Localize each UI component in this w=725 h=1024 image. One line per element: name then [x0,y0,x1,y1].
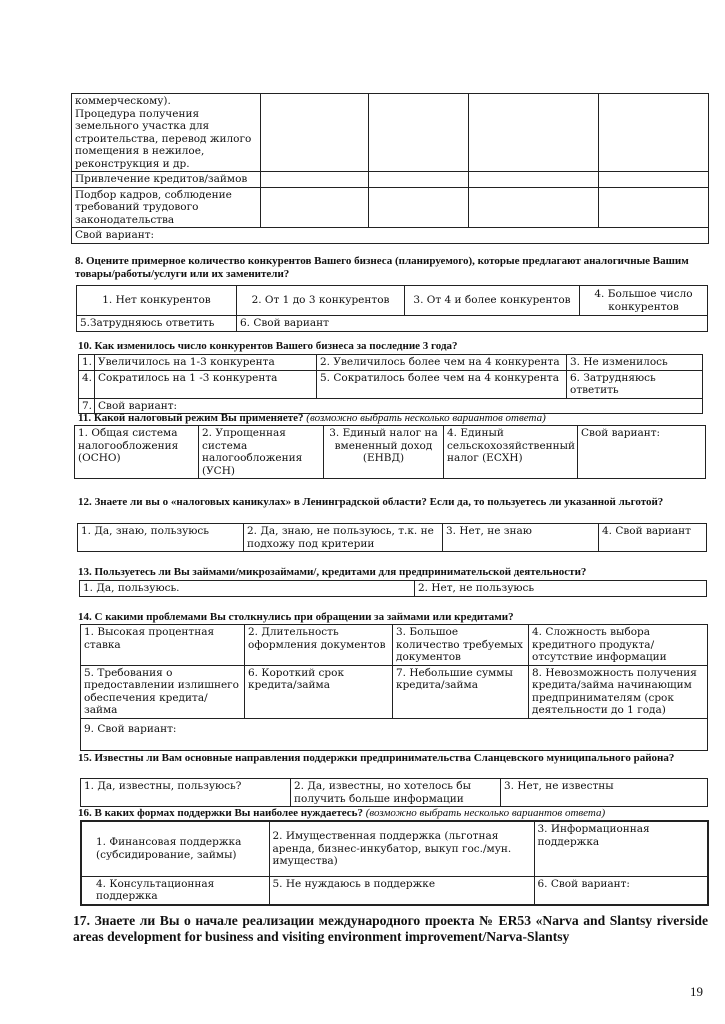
q12-option-3[interactable]: 3. Нет, не знаю [443,524,599,552]
top-row-2-label: Привлечение кредитов/займов [72,172,261,188]
q17-question: 17. Знаете ли Вы о начале реализации международного проекта № ER53 «Narva and Slantsy riverside areas development for business and visiting environment improvement/Narva-Slantsy [73,913,708,944]
top-row-3-label: Подбор кадров, соблюдение требований трудового законодательства [72,187,261,228]
answer-cell[interactable] [261,172,369,188]
q8-option-1[interactable]: 1. Нет конкурентов [77,286,237,316]
q14-options-table [80,624,708,751]
answer-cell[interactable] [261,187,369,228]
q16-option-4[interactable]: 4. Консультационная поддержка [81,876,269,905]
q12-options-table [77,523,707,552]
q11-option-5[interactable]: Свой вариант: [578,426,706,479]
q13-options-table [79,580,707,597]
q16-option-2[interactable]: 2. Имущественная поддержка (льготная аренда, бизнес-инкубатор, выкуп гос./мун. имущества) [269,821,534,876]
q16-question [78,807,708,820]
top-table [71,93,709,244]
answer-cell[interactable] [469,172,599,188]
q8-option-2[interactable]: 2. От 1 до 3 конкурентов [237,286,405,316]
q16-option-1[interactable]: 1. Финансовая поддержка (субсидирование, займы) [81,821,269,876]
top-row-1-label: коммерческому). Процедура получения земельного участка для строительства, перевод жилого помещения в нежилое, реконструкция и др. [72,94,261,172]
q16-options-table [80,820,709,906]
q15-option-1[interactable]: 1. Да, известны, пользуюсь? [81,779,291,807]
q11-options-table [74,425,706,479]
q10-options-table [78,354,703,414]
q12-question: 12. Знаете ли вы о «налоговых каникулах» в Ленинградской области? Если да, то пользуетесь ли указанной льготой? [78,496,664,508]
q10-option-4[interactable]: Сократилось на 1 -3 конкурента [95,370,317,398]
q12-option-2[interactable]: 2. Да, знаю, не пользуюсь, т.к. не подхожу под критерии [244,524,443,552]
q10-option-2[interactable]: 2. Увеличилось более чем на 4 конкурента [317,355,567,371]
q11-option-3[interactable]: 3. Единый налог на вмененный доход (ЕНВД) [324,426,444,479]
q11-question-text: 11. Какой налоговый режим Вы применяете? [78,412,304,424]
q11-option-2[interactable]: 2. Упрощенная система налогообложения (УСН) [199,426,324,479]
answer-cell[interactable] [369,187,469,228]
q14-option-8[interactable]: 8. Невозможность получения кредита/займа начинающим предпринимателям (срок деятельности до 1 года) [529,665,708,718]
q15-options-table [80,778,708,807]
answer-cell[interactable] [369,172,469,188]
q8-option-5[interactable]: 5.Затрудняюсь ответить [77,316,237,332]
answer-cell[interactable] [599,187,709,228]
answer-cell[interactable] [469,94,599,172]
answer-cell[interactable] [261,94,369,172]
q14-option-4[interactable]: 4. Сложность выбора кредитного продукта/ отсутствие информации [529,625,708,666]
q16-note: (возможно выбрать несколько вариантов ответа) [365,807,606,819]
q14-question: 14. С какими проблемами Вы столкнулись при обращении за займами или кредитами? [78,611,514,623]
q14-option-2[interactable]: 2. Длительность оформления документов [245,625,393,666]
q10-num-1: 1. [79,355,95,371]
q16-option-3[interactable]: 3. Информационная поддержка [534,821,708,876]
q10-option-5[interactable]: 5. Сократилось более чем на 4 конкурента [317,370,567,398]
q8-question: 8. Оцените примерное количество конкурентов Вашего бизнеса (планируемого), которые предлагают аналогичные Вашим товары/работы/услуги или их заменители? [75,255,689,280]
q14-option-1[interactable]: 1. Высокая процентная ставка [81,625,245,666]
q15-question: 15. Известны ли Вам основные направления поддержки предпринимательства Сланцевского муниципального района? [78,752,675,764]
q8-options-table [76,285,708,332]
q12-option-4[interactable]: 4. Свой вариант [599,524,707,552]
q13-option-1[interactable]: 1. Да, пользуюсь. [80,581,415,597]
answer-cell[interactable] [469,187,599,228]
answer-cell[interactable] [599,172,709,188]
q14-option-9[interactable]: 9. Свой вариант: [81,718,708,750]
q10-option-1[interactable]: Увеличилось на 1-3 конкурента [95,355,317,371]
top-row-4-label[interactable]: Свой вариант: [72,228,709,244]
q16-option-6[interactable]: 6. Свой вариант: [534,876,708,905]
q10-option-6[interactable]: 6. Затрудняюсь ответить [567,370,703,398]
q16-question-text: 16. В каких формах поддержки Вы наиболее нуждаетесь? [78,807,363,819]
q14-option-6[interactable]: 6. Короткий срок кредита/займа [245,665,393,718]
page-number: 19 [690,984,703,999]
q13-question: 13. Пользуетесь ли Вы займами/микрозаймами/, кредитами для предпринимательской деятельности? [78,566,587,578]
q14-option-5[interactable]: 5. Требования о предоставлении излишнего обеспечения кредита/займа [81,665,245,718]
q8-option-3[interactable]: 3. От 4 и более конкурентов [405,286,580,316]
q14-option-3[interactable]: 3. Большое количество требуемых документов [393,625,529,666]
q15-option-3[interactable]: 3. Нет, не известны [501,779,708,807]
q8-option-6[interactable]: 6. Свой вариант [237,316,708,332]
q11-note: (возможно выбрать несколько вариантов ответа) [306,412,546,424]
answer-cell[interactable] [369,94,469,172]
q11-option-4[interactable]: 4. Единый сельскохозяйственный налог (ЕСХН) [444,426,578,479]
q8-option-4[interactable]: 4. Большое число конкурентов [580,286,708,316]
answer-cell[interactable] [599,94,709,172]
q11-option-1[interactable]: 1. Общая система налогообложения (ОСНО) [75,426,199,479]
q10-num-4: 4. [79,370,95,398]
q10-question: 10. Как изменилось число конкурентов Вашего бизнеса за последние 3 года? [78,340,458,352]
q10-option-7[interactable]: Свой вариант: [95,398,703,414]
q15-option-2[interactable]: 2. Да, известны, но хотелось бы получить больше информации [291,779,501,807]
q12-option-1[interactable]: 1. Да, знаю, пользуюсь [78,524,244,552]
q10-option-3[interactable]: 3. Не изменилось [567,355,703,371]
q16-option-5[interactable]: 5. Не нуждаюсь в поддержке [269,876,534,905]
q14-option-7[interactable]: 7. Небольшие суммы кредита/займа [393,665,529,718]
q10-num-7: 7. [79,398,95,414]
q11-question [78,412,708,425]
q13-option-2[interactable]: 2. Нет, не пользуюсь [415,581,707,597]
